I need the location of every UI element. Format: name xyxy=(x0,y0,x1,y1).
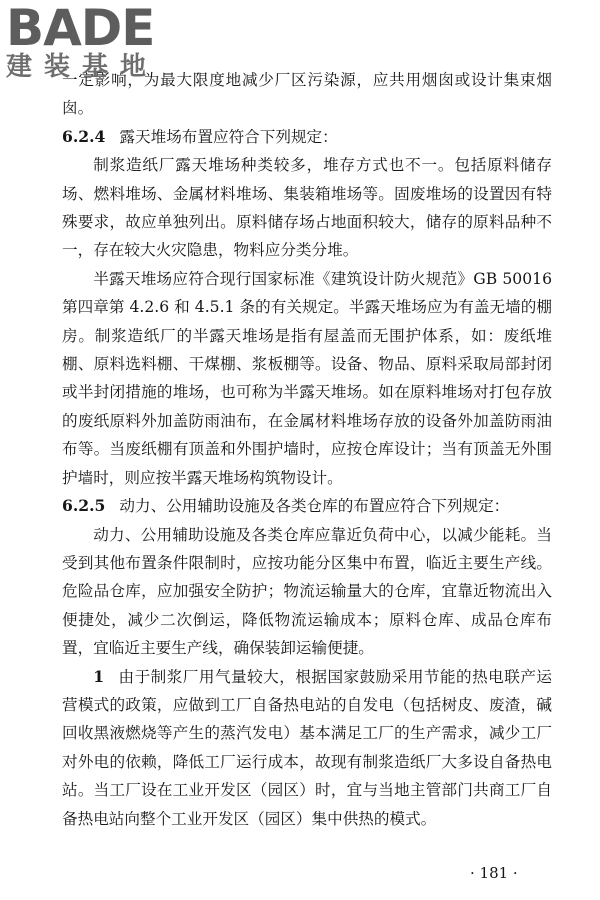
section-6-2-5-heading xyxy=(62,492,552,520)
section-title: 动力、公用辅助设施及各类仓库的布置应符合下列规定： xyxy=(119,497,510,516)
intro-paragraph: 一定影响，为最大限度地减少厂区污染源，应共用烟囱或设计集束烟囱。 xyxy=(62,71,552,118)
document-page xyxy=(62,66,552,833)
watermark-chinese: 建装基地 xyxy=(6,52,159,82)
page-number: · 181 · xyxy=(470,864,518,882)
item-number: 1 xyxy=(93,666,105,686)
watermark-logo xyxy=(6,2,186,94)
watermark-brand: BADE xyxy=(6,0,155,57)
section-title: 露天堆场布置应符合下列规定： xyxy=(119,127,338,146)
section-6-2-5-paragraph-1: 动力、公用辅助设施及各类仓库应靠近负荷中心，以减少能耗。当受到其他布置条件限制时，应按功能分区集中布置，临近主要生产线。危险品仓库，应加强安全防护；物流运输量大的仓库，宜靠近物流出入便捷处，减少二次倒运，降低物流运输成本；原料仓库、成品仓库布置，宜临近主要生产线，确保装卸运输便捷。 xyxy=(62,525,552,658)
section-6-2-5-item-1 xyxy=(62,663,552,833)
section-6-2-4-heading xyxy=(62,123,552,151)
section-6-2-4-paragraph-2: 半露天堆场应符合现行国家标准《建筑设计防火规范》GB 50016第四章第 4.2.6 和 4.5.1 条的有关规定。半露天堆场应为有盖无墙的棚房。制浆造纸厂的半露天堆场是指有屋盖而无围护体系，如：废纸堆棚、原料选料棚、干煤棚、浆板棚等。设备、物品、原料采取局部封闭或半封闭措施的堆场，也可称为半露天堆场。如在原料堆场对打包存放的废纸原料外加盖防雨油布，在金属材料堆场存放的设备外加盖防雨油布等。当废纸棚有顶盖和外围护墙时，应按仓库设计；当有顶盖无外围护墙时，则应按半露天堆场构筑物设计。 xyxy=(62,269,552,487)
section-number: 6.2.5 xyxy=(62,496,106,516)
section-number: 6.2.4 xyxy=(62,126,106,146)
item-text: 由于制浆厂用气量较大，根据国家鼓励采用节能的热电联产运营模式的政策，应做到工厂自备热电站的自发电（包括树皮、废渣，碱回收黑液燃烧等产生的蒸汽发电）基本满足工厂的生产需求，减少工厂对外电的依赖，降低工厂运行成本，故现有制浆造纸厂大多设自备热电站。当工厂设在工业开发区（园区）时，宜与当地主管部门共商工厂自备热电站向整个工业开发区（园区）集中供热的模式。 xyxy=(62,667,552,828)
section-6-2-4-paragraph-1: 制浆造纸厂露天堆场种类较多，堆存方式也不一。包括原料储存场、燃料堆场、金属材料堆场、集装箱堆场等。固废堆场的设置因有特殊要求，故应单独列出。原料储存场占地面积较大，储存的原料品种不一，存在较大火灾隐患，物料应分类分堆。 xyxy=(62,156,552,260)
